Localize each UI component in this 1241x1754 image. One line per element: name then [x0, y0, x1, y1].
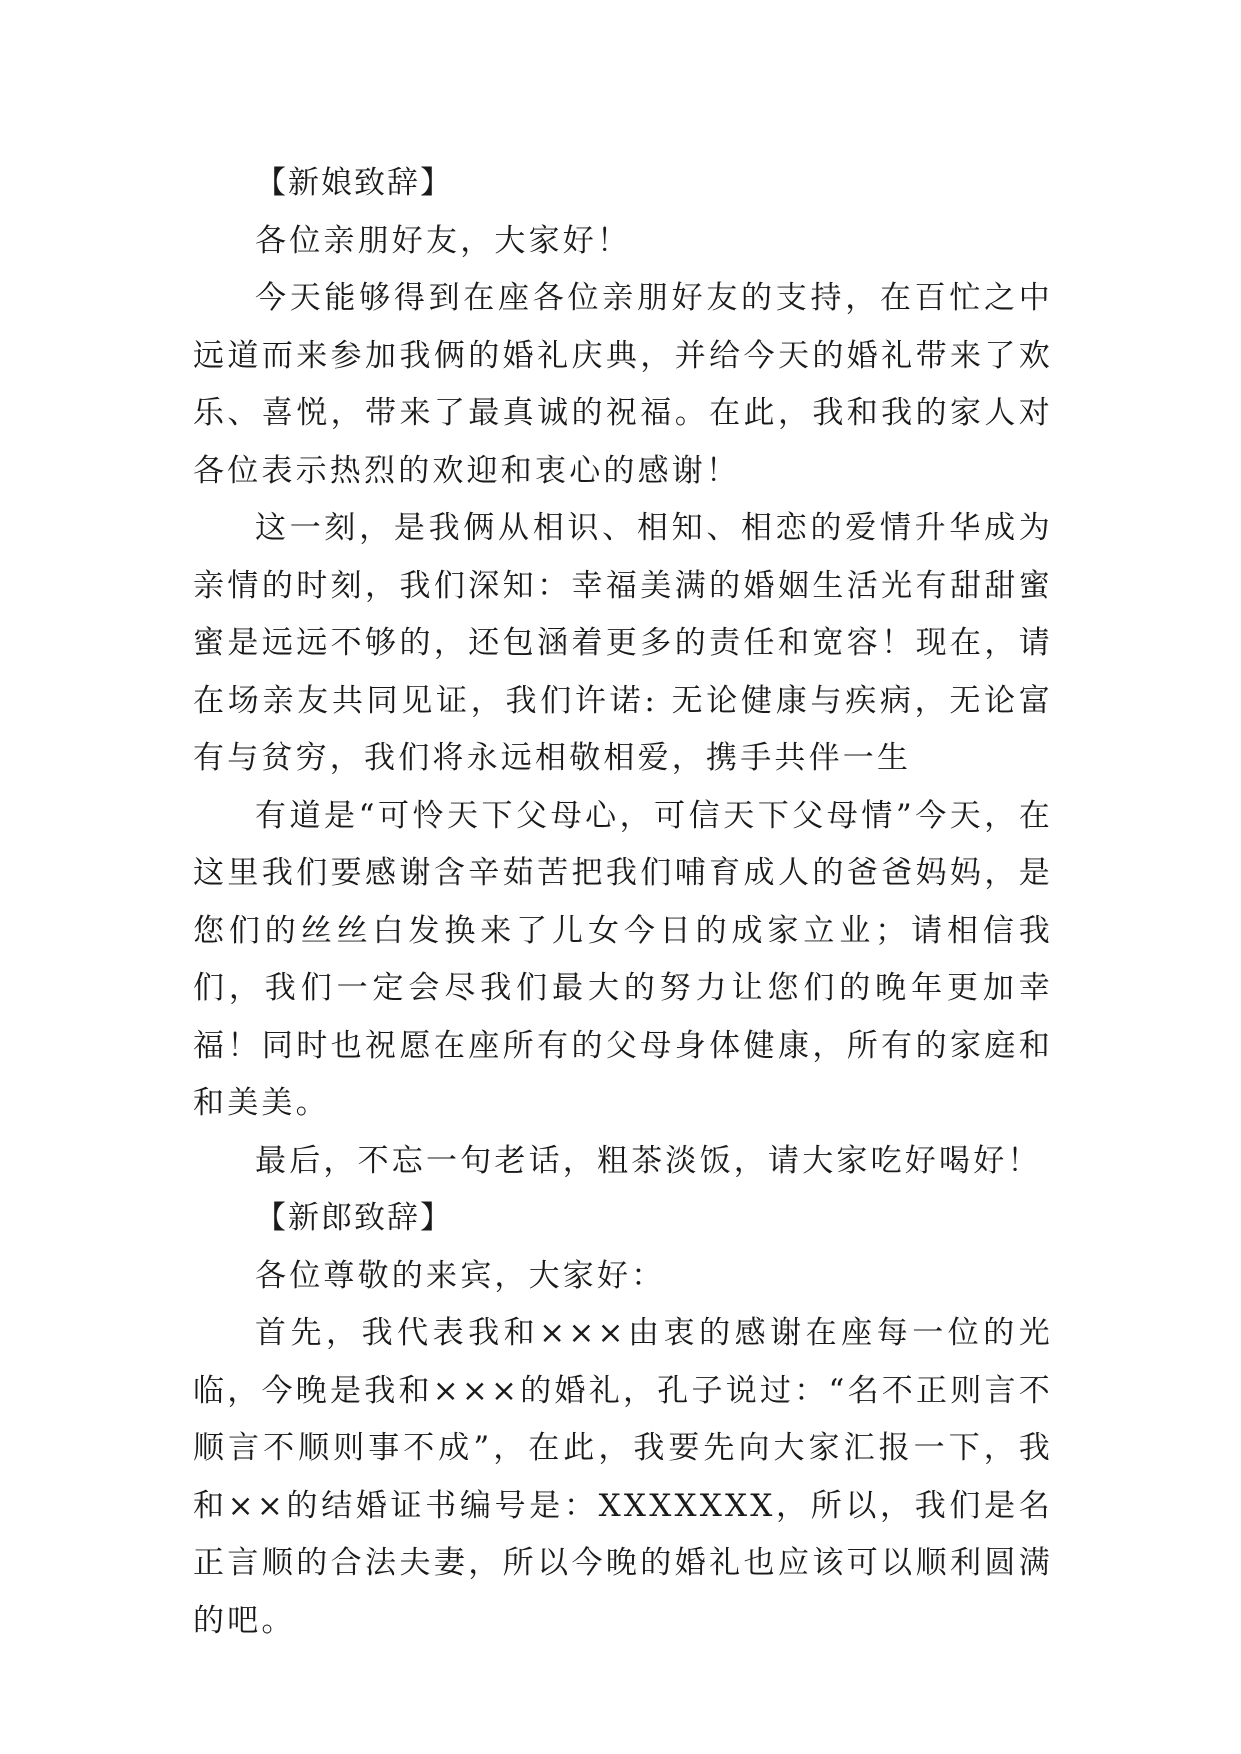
- groom-paragraph-main: 首先，我代表我和×××由衷的感谢在座每一位的光临，今晚是我和×××的婚礼，孔子说过：“名不正则言不顺言不顺则事不成”，在此，我要先向大家汇报一下，我和××的结婚证书编号是：XXXXXXX，所以，我们是名正言顺的合法夫妻，所以今晚的婚礼也应该可以顺利圆满的吧。: [193, 1315, 1053, 1639]
- groom-speech-heading: 【新郎致辞】: [255, 1200, 453, 1236]
- bride-paragraph-parents: 有道是“可怜天下父母心，可信天下父母情”今天，在这里我们要感谢含辛茹苦把我们哺育成人的爸爸妈妈，是您们的丝丝白发换来了儿女今日的成家立业；请相信我们，我们一定会尽我们最大的努力让您们的晚年更加幸福！同时也祝愿在座所有的父母身体健康，所有的家庭和和美美。: [193, 797, 1053, 1121]
- document-body: [193, 155, 1053, 1650]
- groom-greeting: 各位尊敬的来宾，大家好：: [255, 1257, 666, 1294]
- bride-paragraph-closing: 最后，不忘一句老话，粗茶淡饭，请大家吃好喝好！: [255, 1142, 1042, 1179]
- bride-paragraph-thanks: 今天能够得到在座各位亲朋好友的支持，在百忙之中远道而来参加我俩的婚礼庆典，并给今天的婚礼带来了欢乐、喜悦，带来了最真诚的祝福。在此，我和我的家人对各位表示热烈的欢迎和衷心的感谢！: [193, 280, 1053, 489]
- bride-greeting: 各位亲朋好友，大家好！: [255, 222, 632, 259]
- bride-paragraph-vow: 这一刻，是我俩从相识、相知、相恋的爱情升华成为亲情的时刻，我们深知：幸福美满的婚姻生活光有甜甜蜜蜜是远远不够的，还包涵着更多的责任和宽容！现在，请在场亲友共同见证，我们许诺: 无论健康与疾病，无论富有与贫穷，我们将永远相敬相爱，携手共伴一生: [193, 510, 1053, 776]
- bride-speech-heading: 【新娘致辞】: [255, 165, 453, 201]
